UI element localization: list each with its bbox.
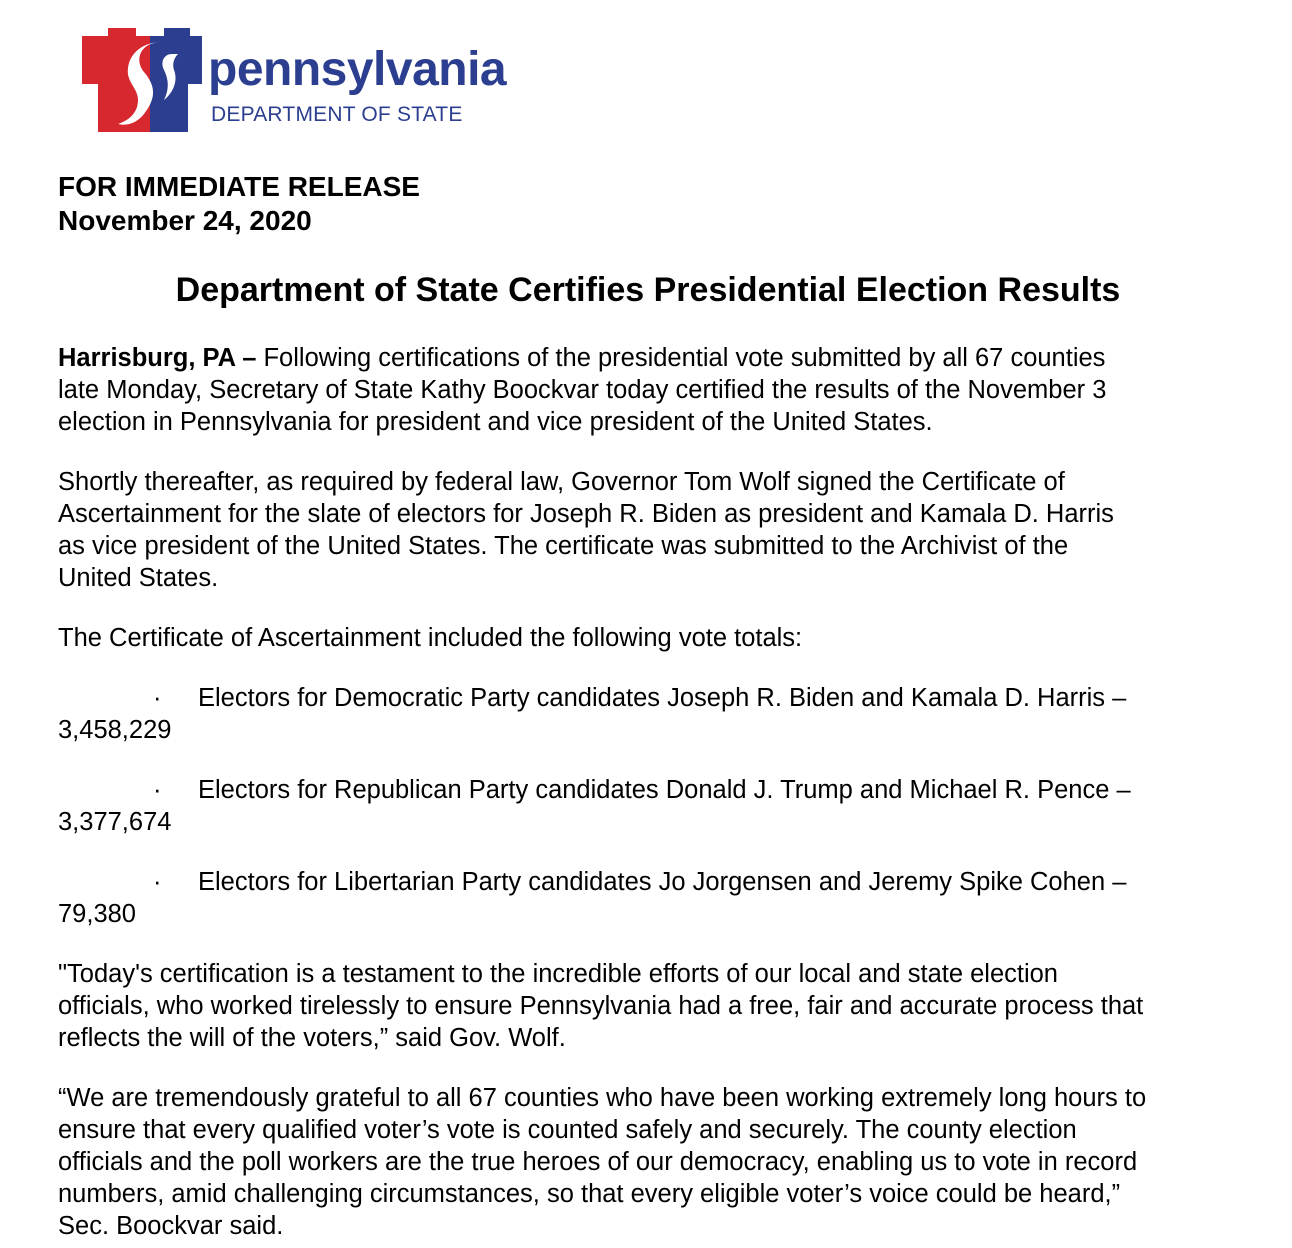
paragraph-1-line-1: [58, 342, 1268, 374]
list-item-text: Electors for Democratic Party candidates Joseph R. Biden and Kamala D. Harris –: [198, 684, 1127, 712]
quote-boockvar-line-2: ensure that every qualified voter’s vote is counted safely and securely. The county election: [58, 1116, 1077, 1144]
bullet-icon: ·: [153, 868, 162, 896]
paragraph-1: [58, 342, 1268, 438]
release-header: [58, 170, 420, 238]
paragraph-2-line-2: Ascertainment for the slate of electors for Joseph R. Biden as president and Kamala D. Harris: [58, 500, 1114, 528]
release-label: FOR IMMEDIATE RELEASE: [58, 171, 420, 202]
paragraph-1-line-2: late Monday, Secretary of State Kathy Boockvar today certified the results of the November 3: [58, 376, 1107, 404]
paragraph-2-line-4: United States.: [58, 564, 219, 592]
dateline: Harrisburg, PA –: [58, 344, 257, 372]
quote-boockvar-line-3: officials and the poll workers are the true heroes of our democracy, enabling us to vote in record: [58, 1148, 1138, 1176]
bullet-icon: ·: [153, 776, 162, 804]
paragraph-3: The Certificate of Ascertainment included the following vote totals:: [58, 624, 803, 652]
vote-total-item-democratic: [58, 682, 1268, 746]
paragraph-1-line-3: election in Pennsylvania for president and vice president of the United States.: [58, 408, 933, 436]
paragraph-2-line-1: Shortly thereafter, as required by federal law, Governor Tom Wolf signed the Certificate of: [58, 468, 1065, 496]
vote-total: 3,377,674: [58, 808, 172, 836]
quote-boockvar: [58, 1082, 1268, 1242]
logo-subtitle: DEPARTMENT OF STATE: [211, 103, 463, 126]
quote-boockvar-line-1: “We are tremendously grateful to all 67 counties who have been working extremely long hours to: [58, 1084, 1147, 1112]
vote-total: 3,458,229: [58, 716, 172, 744]
paragraph-2-line-3: as vice president of the United States. The certificate was submitted to the Archivist of the: [58, 532, 1069, 560]
vote-total-item-libertarian: [58, 866, 1268, 930]
logo-wordmark: pennsylvania: [208, 43, 507, 96]
release-date: November 24, 2020: [58, 205, 312, 236]
paragraph-1-line-1-text: Following certifications of the presidential vote submitted by all 67 counties: [256, 344, 1106, 372]
list-item-text: Electors for Libertarian Party candidates Jo Jorgensen and Jeremy Spike Cohen –: [198, 868, 1127, 896]
list-item-line: [58, 682, 1268, 714]
bullet-icon: ·: [153, 684, 162, 712]
quote-boockvar-line-5: Sec. Boockvar said.: [58, 1212, 284, 1240]
page-title: Department of State Certifies Presidential Election Results: [175, 271, 1121, 309]
pennsylvania-logo: [78, 24, 558, 144]
quote-wolf-line-2: officials, who worked tirelessly to ensure Pennsylvania had a free, fair and accurate process that: [58, 992, 1144, 1020]
list-item-text: Electors for Republican Party candidates Donald J. Trump and Michael R. Pence –: [198, 776, 1131, 804]
quote-boockvar-line-4: numbers, amid challenging circumstances, so that every eligible voter’s voice could be heard,”: [58, 1180, 1121, 1208]
quote-wolf-line-3: reflects the will of the voters,” said Gov. Wolf.: [58, 1024, 566, 1052]
paragraph-2: [58, 466, 1268, 594]
quote-wolf: [58, 958, 1268, 1054]
vote-total: 79,380: [58, 900, 136, 928]
keystone-logo-icon: [78, 24, 208, 136]
vote-total-item-republican: [58, 774, 1268, 838]
quote-wolf-line-1: "Today's certification is a testament to the incredible efforts of our local and state election: [58, 960, 1058, 988]
list-item-line: [58, 866, 1268, 898]
list-item-line: [58, 774, 1268, 806]
